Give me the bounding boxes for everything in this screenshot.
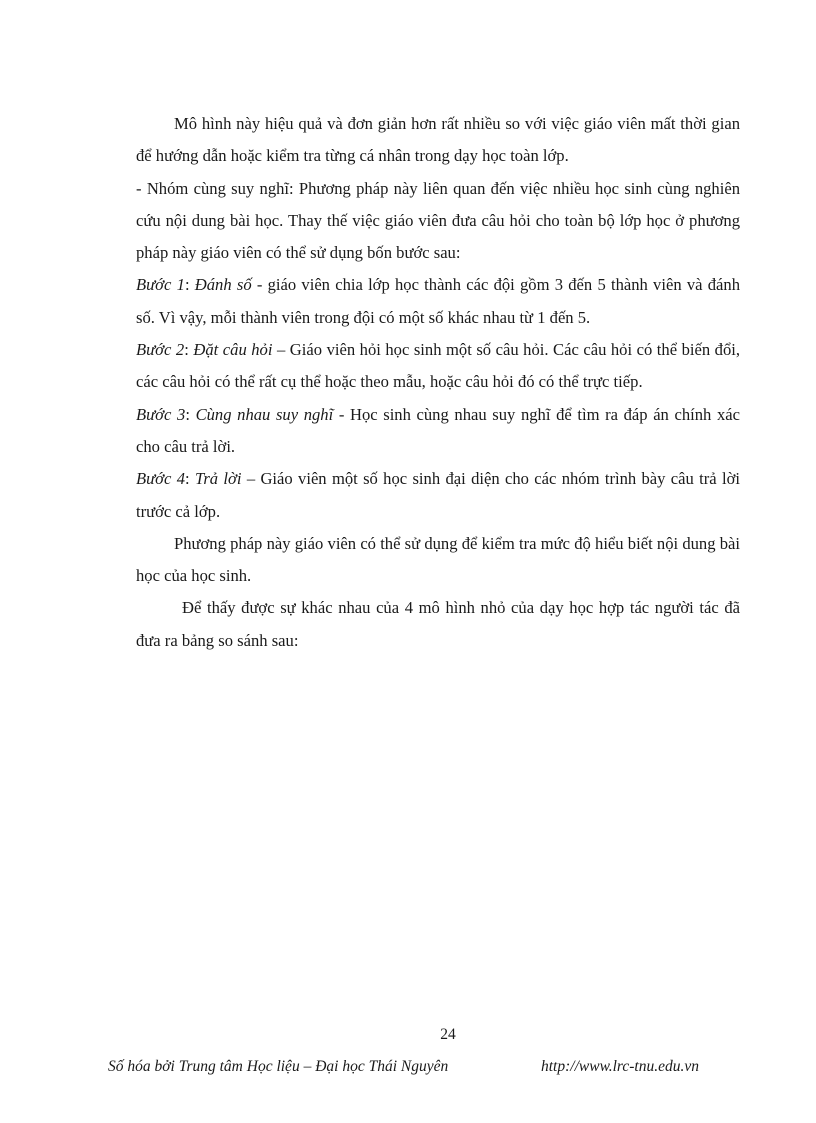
step-1 bbox=[136, 269, 740, 334]
step-4 bbox=[136, 463, 740, 528]
step-2-text: – Giáo viên hỏi học sinh một số câu hỏi. Các câu hỏi có thể biến đổi, các câu hỏi có thể rất cụ thể hoặc theo mẫu, hoặc câu hỏi đó có thể trực tiếp. bbox=[136, 340, 741, 392]
step-1-label: Bước 1 bbox=[136, 275, 185, 295]
paragraph-group-thinking: - Nhóm cùng suy nghĩ: Phương pháp này liên quan đến việc nhiều học sinh cùng nghiên cứu nội dung bài học. Thay thế việc giáo viên đưa câu hỏi cho toàn bộ lớp học ở phương pháp này giáo viên có thể sử dụng bốn bước sau: bbox=[136, 178, 740, 263]
paragraph-intro: Mô hình này hiệu quả và đơn giản hơn rất nhiều so với việc giáo viên mất thời gian để hướng dẫn hoặc kiểm tra từng cá nhân trong dạy học toàn lớp. bbox=[136, 114, 740, 166]
step-4-text: – Giáo viên một số học sinh đại diện cho các nhóm trình bày câu trả lời trước cả lớp. bbox=[136, 469, 740, 521]
step-3-separator: : bbox=[185, 404, 196, 424]
step-3-label: Bước 3 bbox=[136, 404, 186, 424]
step-3-text: - Học sinh cùng nhau suy nghĩ để tìm ra đáp án chính xác cho câu trả lời. bbox=[136, 404, 740, 456]
step-2-title: Đặt câu hỏi bbox=[193, 340, 273, 360]
step-4-label: Bước 4 bbox=[136, 469, 186, 489]
step-3-title: Cùng nhau suy nghĩ bbox=[195, 404, 334, 424]
document-body bbox=[136, 108, 740, 657]
paragraph-method-usage: Phương pháp này giáo viên có thể sử dụng để kiểm tra mức độ hiểu biết nội dung bài học của học sinh. bbox=[136, 533, 740, 586]
footer-url: http://www.lrc-tnu.edu.vn bbox=[541, 1058, 699, 1075]
step-3 bbox=[136, 399, 740, 464]
step-2 bbox=[136, 334, 740, 399]
step-1-separator: : bbox=[184, 275, 195, 295]
step-4-title: Trả lời bbox=[195, 469, 242, 489]
footer-attribution: Số hóa bởi Trung tâm Học liệu – Đại học Thái Nguyên bbox=[108, 1058, 449, 1075]
step-1-title: Đánh số bbox=[194, 275, 252, 295]
page-number: 24 bbox=[440, 1026, 456, 1043]
step-4-separator: : bbox=[185, 469, 195, 489]
step-2-separator: : bbox=[184, 340, 194, 360]
step-1-text: - giáo viên chia lớp học thành các đội gồm 3 đến 5 thành viên và đánh số. Vì vậy, mỗi thành viên trong đội có một số khác nhau từ 1 đến 5. bbox=[136, 275, 740, 327]
paragraph-comparison-intro: Để thấy được sự khác nhau của 4 mô hình nhỏ của dạy học hợp tác người tác đã đưa ra bảng so sánh sau: bbox=[136, 598, 740, 650]
step-2-label: Bước 2 bbox=[136, 340, 185, 360]
